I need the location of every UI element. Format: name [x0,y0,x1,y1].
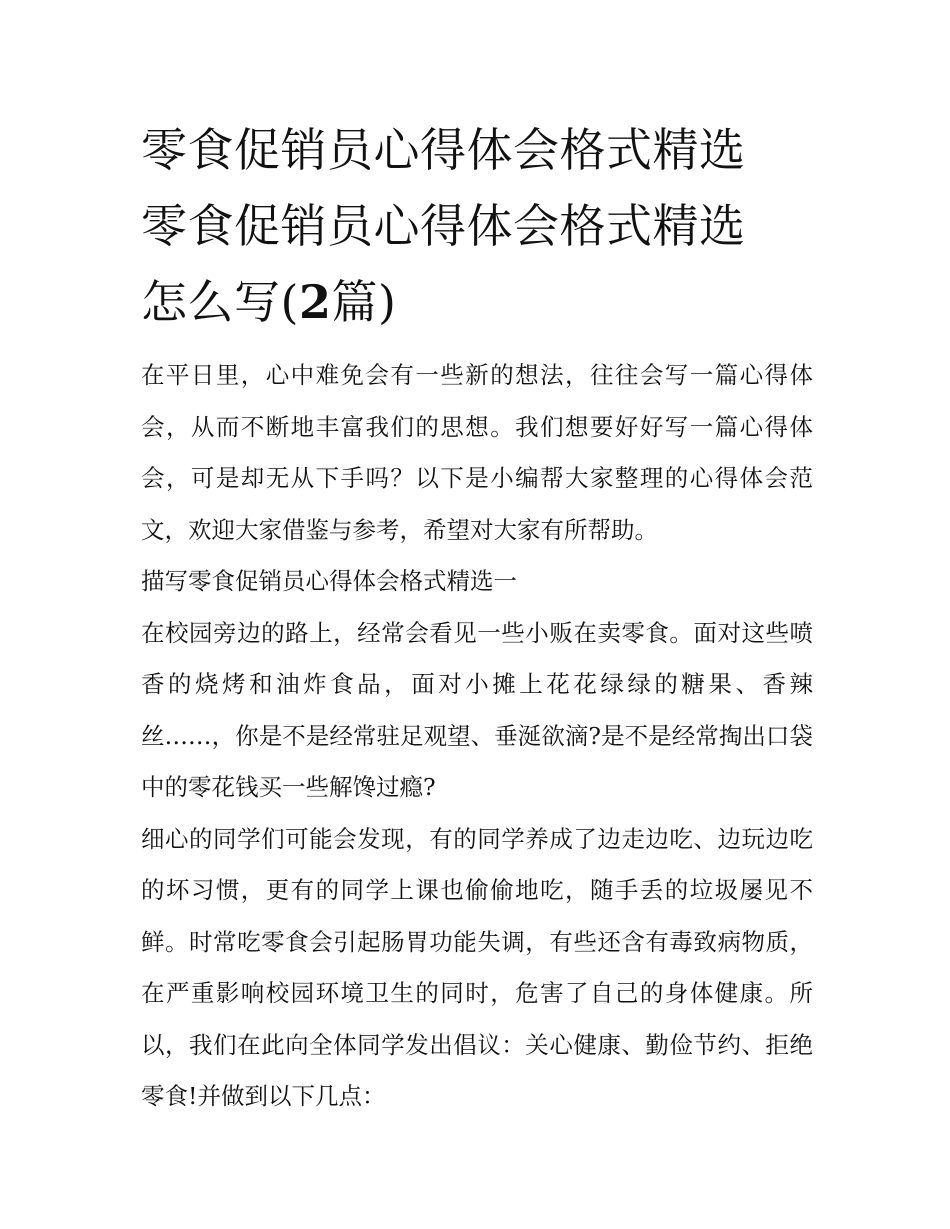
document-page [141,112,813,1123]
paragraph-scene: 在校园旁边的路上，经常会看见一些小贩在卖零食。面对这些喷香的烧烤和油炸食品，面对小摊上花花绿绿的糖果、香辣丝……，你是不是经常驻足观望、垂涎欲滴?是不是经常掏出口袋中的零花钱买一些解馋过瘾? [141,618,813,801]
title-line-2: 零食促销员心得体会格式精选 [141,199,746,253]
title-line-1: 零食促销员心得体会格式精选 [141,123,746,177]
paragraph-proposal: 细心的同学们可能会发现，有的同学养成了边走边吃、边玩边吃的坏习惯，更有的同学上课也偷偷地吃，随手丢的垃圾屡见不鲜。时常吃零食会引起肠胃功能失调，有些还含有毒致病物质，在严重影响校园环境卫生的同时，危害了自己的身体健康。所以，我们在此向全体同学发出倡议：关心健康、勤俭节约、拒绝零食!并做到以下几点： [141,824,813,1110]
title-line-3: 怎么写(2篇) [141,275,397,329]
paragraph-intro: 在平日里，心中难免会有一些新的想法，往往会写一篇心得体会，从而不断地丰富我们的思想。我们想要好好写一篇心得体会，可是却无从下手吗？以下是小编帮大家整理的心得体会范文，欢迎大家借鉴与参考，希望对大家有所帮助。 [141,361,813,544]
title-count: 2 [298,275,332,329]
section-heading: 描写零食促销员心得体会格式精选一 [141,567,517,595]
document-title [141,112,813,340]
document-body [141,350,813,1123]
